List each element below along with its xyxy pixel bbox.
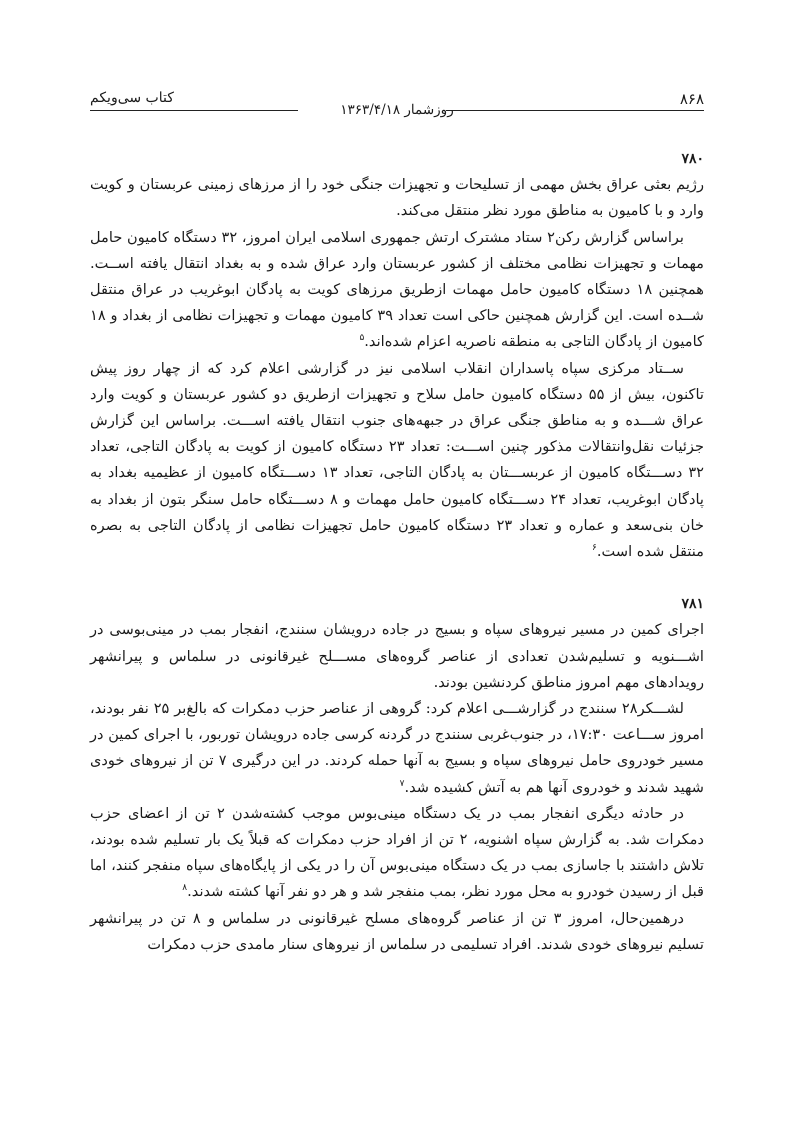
header-rule-left	[90, 110, 298, 111]
page-number: ۸۶۸	[679, 90, 704, 108]
paragraph: براساس گزارش رکن۲ ستاد مشترک ارتش جمهوری اسلامی ایران امروز، ۳۲ دستگاه کامیون حامل مهمات و تجهیزات نظامی مختلف از کشور عربستان وارد عراق شده و به بغداد انتقال یافته اســت. همچنین ۱۸ دستگاه کامیون حامل مهمات ازطریق مرزهای کویت به پادگان ابوغریب در عراق منتقل شــده است. این گزارش همچنین حاکی است تعداد ۳۹ کامیون مهمات و تجهیزات نظامی از بغداد و ۱۸ کامیون از پادگان التاجی به منطقه ناصریه اعزام شده‌اند.$^۵$	[90, 228, 704, 351]
section-number: ۷۸۱	[681, 596, 704, 613]
page-body	[90, 146, 704, 958]
paragraph: در حادثه دیگری انفجار بمب در یک دستگاه مینی‌بوس موجب کشته‌شدن ۲ تن از اعضای حزب دمکرات شد. به گزارش سپاه اشنویه، ۲ تن از افراد حزب دمکرات که قبلاً یک بار تسلیم شده بودند، تلاش داشتند با جاسازی بمب در یک دستگاه مینی‌بوس آن را در یکی از پایگاه‌های سپاه منفجر کنند، اما قبل از رسیدن خودرو به محل مورد نظر، بمب منفجر شد و هر دو نفر آنها کشته شدند.$^۸$	[90, 804, 704, 901]
footnote-marker: ۵	[359, 333, 365, 344]
header-rule-right	[446, 110, 704, 111]
paragraph: ســتاد مرکزی سپاه پاسداران انقلاب اسلامی نیز در گزارشی اعلام کرد که از چهار روز پیش تاکنون، بیش از ۵۵ دستگاه کامیون حامل سلاح و تجهیزات ازطریق دو کشور عربستان و کویت وارد عراق شـــده و به مناطق جنگی عراق در جبهه‌های جنوب انتقال یافته اســـت. براساس این گزارش جزئیات نقل‌وانتقالات مذکور چنین اســـت: تعداد ۲۳ دستگاه کامیون از کویت به پادگان التاجی، تعداد ۳۲ دســـتگاه کامیون از عربســـتان به پادگان التاجی، تعداد ۱۳ دســـتگاه کامیون از عظیمیه بغداد به پادگان ابوغریب، تعداد ۲۴ دســـتگاه کامیون حامل مهمات و ۸ دســـتگاه حامل سنگر بتون از بغداد به خان بنی‌سعد و عماره و تعداد ۲۳ دستگاه کامیون حامل تجهیزات نظامی از پادگان التاجی به بصره منتقل شده است.$^۶$	[90, 359, 704, 561]
paragraph: اجرای کمین در مسیر نیروهای سپاه و بسیج در جاده درویشان سنندج، انفجار بمب در مینی‌بوسی در اشـــنویه و تسلیم‌شدن تعدادی از عناصر گروه‌های مســـلح غیرقانونی در سلماس و پیرانشهر رویدادهای مهم امروز مناطق کردنشین بودند.	[90, 621, 704, 691]
footnote-marker: ۶	[592, 543, 597, 554]
section-number: ۷۸۰	[681, 151, 704, 167]
paragraph: رژیم بعثی عراق بخش مهمی از تسلیحات و تجهیزات جنگی خود را از مرزهای زمینی عربستان و کویت وارد و با کامیون به مناطق مورد نظر منتقل می‌کند.	[90, 176, 704, 220]
book-title: کتاب سی‌ویکم	[90, 90, 174, 106]
footnote-marker: ۸	[182, 883, 188, 894]
footnote-marker: ۷	[399, 778, 405, 789]
paragraph: درهمین‌حال، امروز ۳ تن از عناصر گروه‌های مسلح غیرقانونی در سلماس و ۸ تن در پیرانشهر تسلیم نیروهای خودی شدند. افراد تسلیمی در سلماس از نیروهای سنار مامدی حزب دمکرات	[90, 909, 704, 953]
header-date: روزشمار ۱۳۶۳/۴/۱۸	[340, 102, 454, 118]
page-header	[90, 88, 704, 118]
paragraph: لشـــکر۲۸ سنندج در گزارشـــی اعلام کرد: گروهی از عناصر حزب دمکرات که بالغ‌بر ۲۵ نفر بودند، امروز ســـاعت ۱۷:۳۰، در جنوب‌غربی سنندج در گردنه کرسی جاده درویشان توربور، با اجرای کمین در مسیر خودروی حامل نیروهای سپاه و بسیج به آنها حمله کردند. در این درگیری ۷ تن از نیروهای خودی شهید شدند و خودروی آنها هم به آتش کشیده شد.$^۷$	[90, 700, 704, 796]
